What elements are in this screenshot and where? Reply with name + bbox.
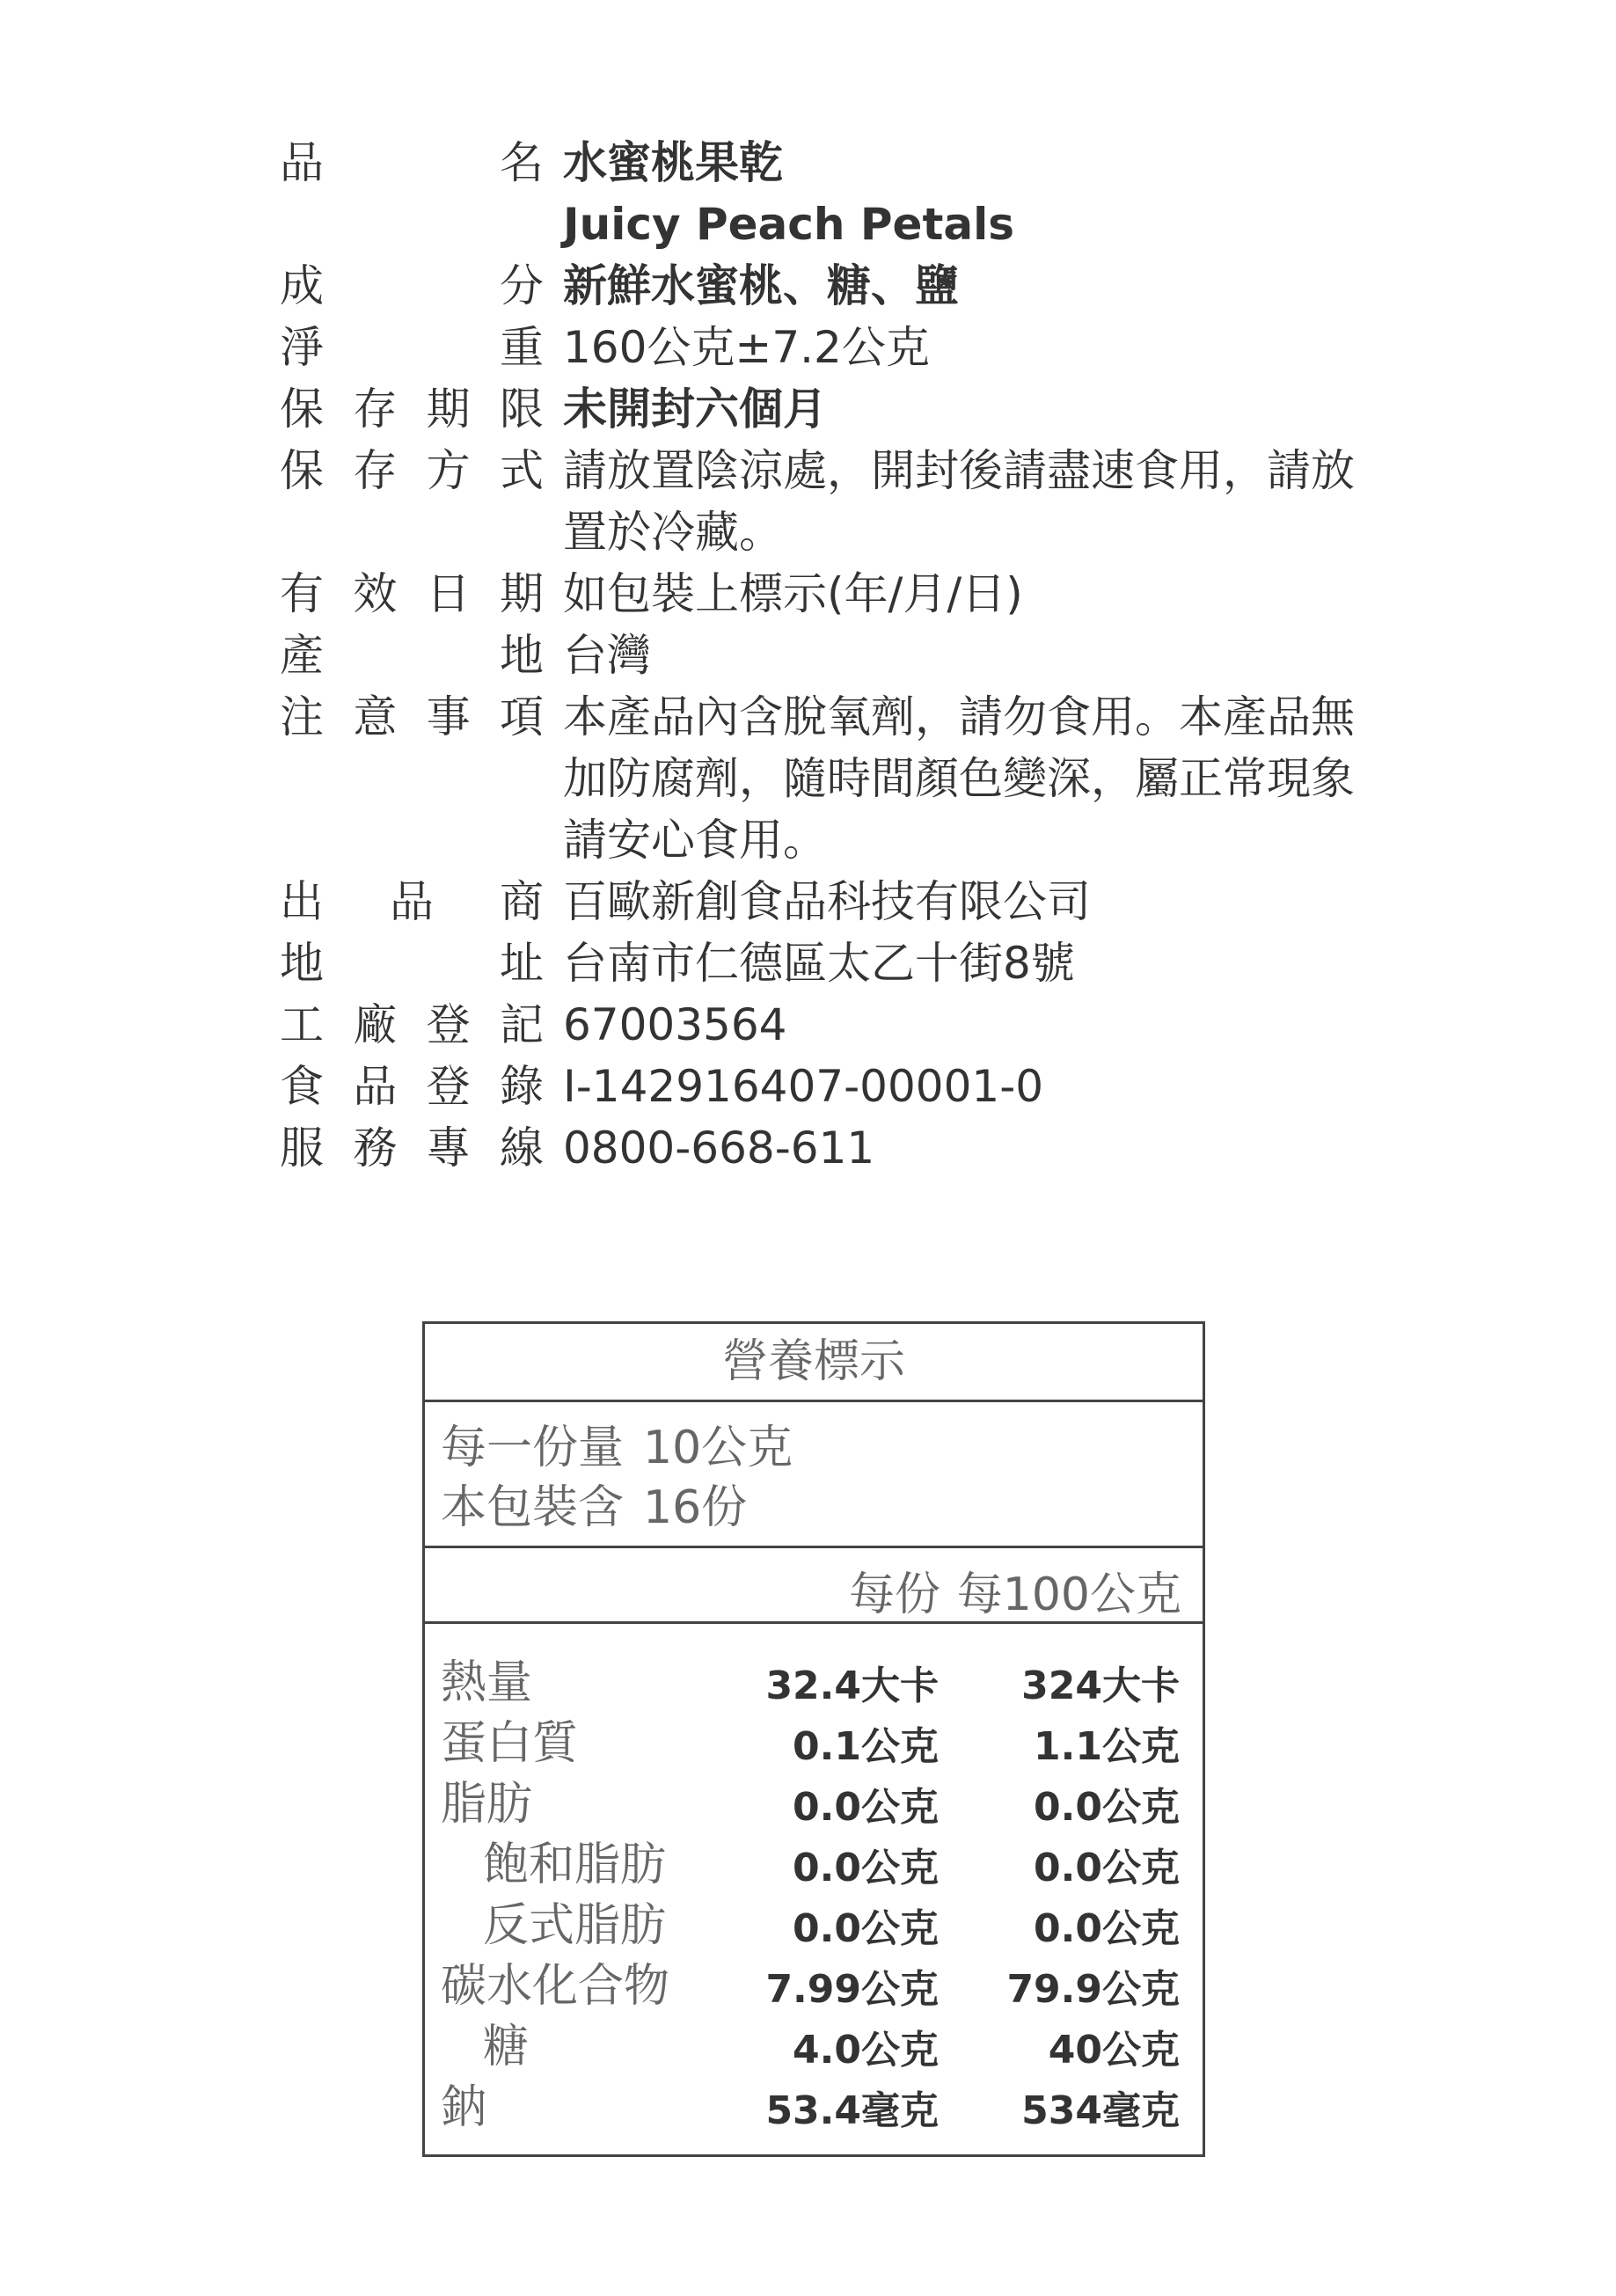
info-value-line: 置於冷藏。 <box>563 507 783 558</box>
info-row <box>280 994 1423 1056</box>
nutrient-row <box>425 2016 1203 2077</box>
info-label-char: 品 <box>280 137 324 188</box>
nutrient-per-100g: 79.9公克 <box>1006 1967 1180 2012</box>
info-label <box>280 378 544 440</box>
nutrition-table <box>422 1321 1205 2157</box>
info-value-line: 台灣 <box>563 630 651 681</box>
info-label <box>280 132 544 255</box>
info-label <box>280 1117 544 1179</box>
info-value-line: 請安心食用。 <box>563 815 827 866</box>
nutrient-name: 糖 <box>483 2021 530 2073</box>
nutrient-per-100g: 534毫克 <box>1021 2088 1180 2133</box>
info-value-line: 台南市仁德區太乙十街8號 <box>563 938 1075 989</box>
info-value <box>544 1117 1355 1179</box>
info-value-line: 如包裝上標示(年/月/日) <box>563 568 1023 619</box>
nutrient-per-serving: 32.4大卡 <box>765 1664 939 1708</box>
info-row <box>280 1117 1423 1179</box>
nutrient-name: 熱量 <box>441 1656 533 1709</box>
info-label-char: 限 <box>499 384 544 435</box>
info-value <box>544 871 1355 932</box>
nutrient-per-serving: 4.0公克 <box>793 2028 939 2073</box>
info-label-char: 地 <box>500 630 544 681</box>
info-label-char: 名 <box>500 137 544 188</box>
info-label-char: 存 <box>353 384 398 435</box>
info-value-line: 新鮮水蜜桃、糖、鹽 <box>563 260 959 311</box>
info-label-char: 成 <box>280 260 324 311</box>
info-row <box>280 686 1423 871</box>
info-label-char: 期 <box>499 568 544 619</box>
info-label-char: 出 <box>280 876 324 927</box>
nutrient-row <box>425 1652 1203 1713</box>
info-label-char: 登 <box>426 999 471 1050</box>
servings-label: 本包裝含 <box>441 1481 625 1534</box>
info-value <box>544 686 1355 871</box>
info-label-char: 食 <box>280 1061 324 1112</box>
info-value <box>544 563 1355 625</box>
info-label-char: 線 <box>499 1122 544 1174</box>
serving-info <box>425 1402 1203 1548</box>
info-value <box>544 625 1355 686</box>
info-label-char: 重 <box>500 322 544 373</box>
info-label-char: 務 <box>353 1122 398 1174</box>
nutrient-name: 碳水化合物 <box>441 1960 670 2013</box>
nutrient-per-100g: 324大卡 <box>1021 1664 1180 1708</box>
column-per-serving: 每份 <box>848 1568 940 1621</box>
info-row <box>280 625 1423 686</box>
info-label-char: 記 <box>499 999 544 1050</box>
info-value-line: 67003564 <box>563 999 787 1050</box>
info-label-char: 產 <box>280 630 324 681</box>
nutrient-name: 飽和脂肪 <box>483 1839 667 1891</box>
info-label-char: 項 <box>499 691 544 742</box>
product-info <box>280 132 1423 1179</box>
info-value <box>544 378 1355 440</box>
info-row <box>280 317 1423 378</box>
info-label-char: 有 <box>280 568 324 619</box>
info-value-line: 160公克±7.2公克 <box>563 322 930 373</box>
info-value-line: 未開封六個月 <box>563 384 827 435</box>
info-value <box>544 994 1355 1056</box>
info-value <box>544 317 1355 378</box>
nutrient-per-serving: 0.0公克 <box>793 1846 939 1890</box>
nutrition-rows <box>425 1624 1203 2138</box>
info-value-line: 0800-668-611 <box>563 1122 875 1174</box>
info-label <box>280 625 544 686</box>
info-row <box>280 440 1423 563</box>
info-label <box>280 317 544 378</box>
info-value <box>544 932 1355 994</box>
info-value <box>544 255 1355 317</box>
info-label-char: 服 <box>280 1122 324 1174</box>
nutrient-row <box>425 1956 1203 2016</box>
serving-size <box>441 1418 1203 1478</box>
info-label-char: 事 <box>426 691 471 742</box>
info-label-char: 品 <box>353 1061 398 1112</box>
nutrient-row <box>425 2077 1203 2138</box>
nutrient-name: 蛋白質 <box>441 1717 579 1770</box>
info-label-char: 淨 <box>280 322 324 373</box>
info-row <box>280 378 1423 440</box>
info-label <box>280 255 544 317</box>
info-label-char: 意 <box>353 691 398 742</box>
info-label-char: 分 <box>500 260 544 311</box>
nutrient-name: 鈉 <box>441 2081 487 2134</box>
info-value <box>544 132 1355 255</box>
info-row <box>280 871 1423 932</box>
info-label-char: 式 <box>499 445 544 496</box>
info-label <box>280 994 544 1056</box>
nutrient-per-100g: 0.0公克 <box>1034 1785 1180 1830</box>
nutrient-per-serving: 0.0公克 <box>793 1785 939 1830</box>
servings-value: 16份 <box>643 1481 748 1534</box>
info-label-char: 保 <box>280 445 324 496</box>
nutrient-per-100g: 0.0公克 <box>1034 1846 1180 1890</box>
info-label-char: 登 <box>426 1061 471 1112</box>
info-value-line: 加防腐劑，隨時間顏色變深，屬正常現象 <box>563 753 1355 804</box>
nutrient-per-100g: 1.1公克 <box>1034 1724 1180 1769</box>
info-label-char: 工 <box>280 999 324 1050</box>
info-value-line: 請放置陰涼處，開封後請盡速食用，請放 <box>563 445 1355 496</box>
info-label-char: 日 <box>426 568 471 619</box>
nutrient-per-serving: 53.4毫克 <box>765 2088 939 2133</box>
serving-size-value: 10公克 <box>643 1422 793 1474</box>
info-label-char: 專 <box>426 1122 471 1174</box>
nutrient-per-100g: 0.0公克 <box>1034 1906 1180 1951</box>
servings-per-pack <box>441 1478 1203 1538</box>
info-label <box>280 932 544 994</box>
info-label <box>280 871 544 932</box>
info-label-char: 錄 <box>499 1061 544 1112</box>
info-value-line: 本產品內含脫氧劑，請勿食用。本產品無 <box>563 691 1355 742</box>
info-row <box>280 932 1423 994</box>
info-value <box>544 1056 1355 1117</box>
nutrient-per-serving: 7.99公克 <box>765 1967 939 2012</box>
info-label-char: 址 <box>500 938 544 989</box>
nutrient-per-serving: 0.0公克 <box>793 1906 939 1951</box>
nutrient-name: 反式脂肪 <box>483 1899 667 1952</box>
info-label-char: 存 <box>353 445 398 496</box>
info-value-line: Juicy Peach Petals <box>563 199 1015 250</box>
info-label <box>280 563 544 625</box>
info-row <box>280 132 1423 255</box>
info-label <box>280 1056 544 1117</box>
nutrient-row <box>425 1773 1203 1834</box>
info-row <box>280 563 1423 625</box>
info-label-char: 保 <box>280 384 324 435</box>
nutrient-name: 脂肪 <box>441 1778 533 1831</box>
info-label <box>280 440 544 563</box>
nutrient-row <box>425 1713 1203 1773</box>
info-label <box>280 686 544 871</box>
info-label-char: 效 <box>353 568 398 619</box>
nutrient-per-serving: 0.1公克 <box>793 1724 939 1769</box>
nutrition-column-headers <box>425 1548 1203 1624</box>
info-label-char: 方 <box>426 445 471 496</box>
info-value <box>544 440 1355 563</box>
info-value-line: I-142916407-00001-0 <box>563 1061 1044 1112</box>
nutrient-per-100g: 40公克 <box>1048 2028 1180 2073</box>
info-label-char: 商 <box>500 876 544 927</box>
info-label-char: 期 <box>426 384 471 435</box>
info-row <box>280 255 1423 317</box>
info-label-char: 廠 <box>353 999 398 1050</box>
info-value-line: 百歐新創食品科技有限公司 <box>563 876 1091 927</box>
serving-size-label: 每一份量 <box>441 1422 625 1474</box>
info-value-line: 水蜜桃果乾 <box>563 137 783 188</box>
nutrition-title: 營養標示 <box>425 1324 1203 1402</box>
info-label-char: 品 <box>390 876 434 927</box>
info-row <box>280 1056 1423 1117</box>
info-label-char: 地 <box>280 938 324 989</box>
column-per-100g: 每100公克 <box>956 1568 1181 1621</box>
nutrient-row <box>425 1834 1203 1895</box>
info-label-char: 注 <box>280 691 324 742</box>
nutrient-row <box>425 1895 1203 1956</box>
